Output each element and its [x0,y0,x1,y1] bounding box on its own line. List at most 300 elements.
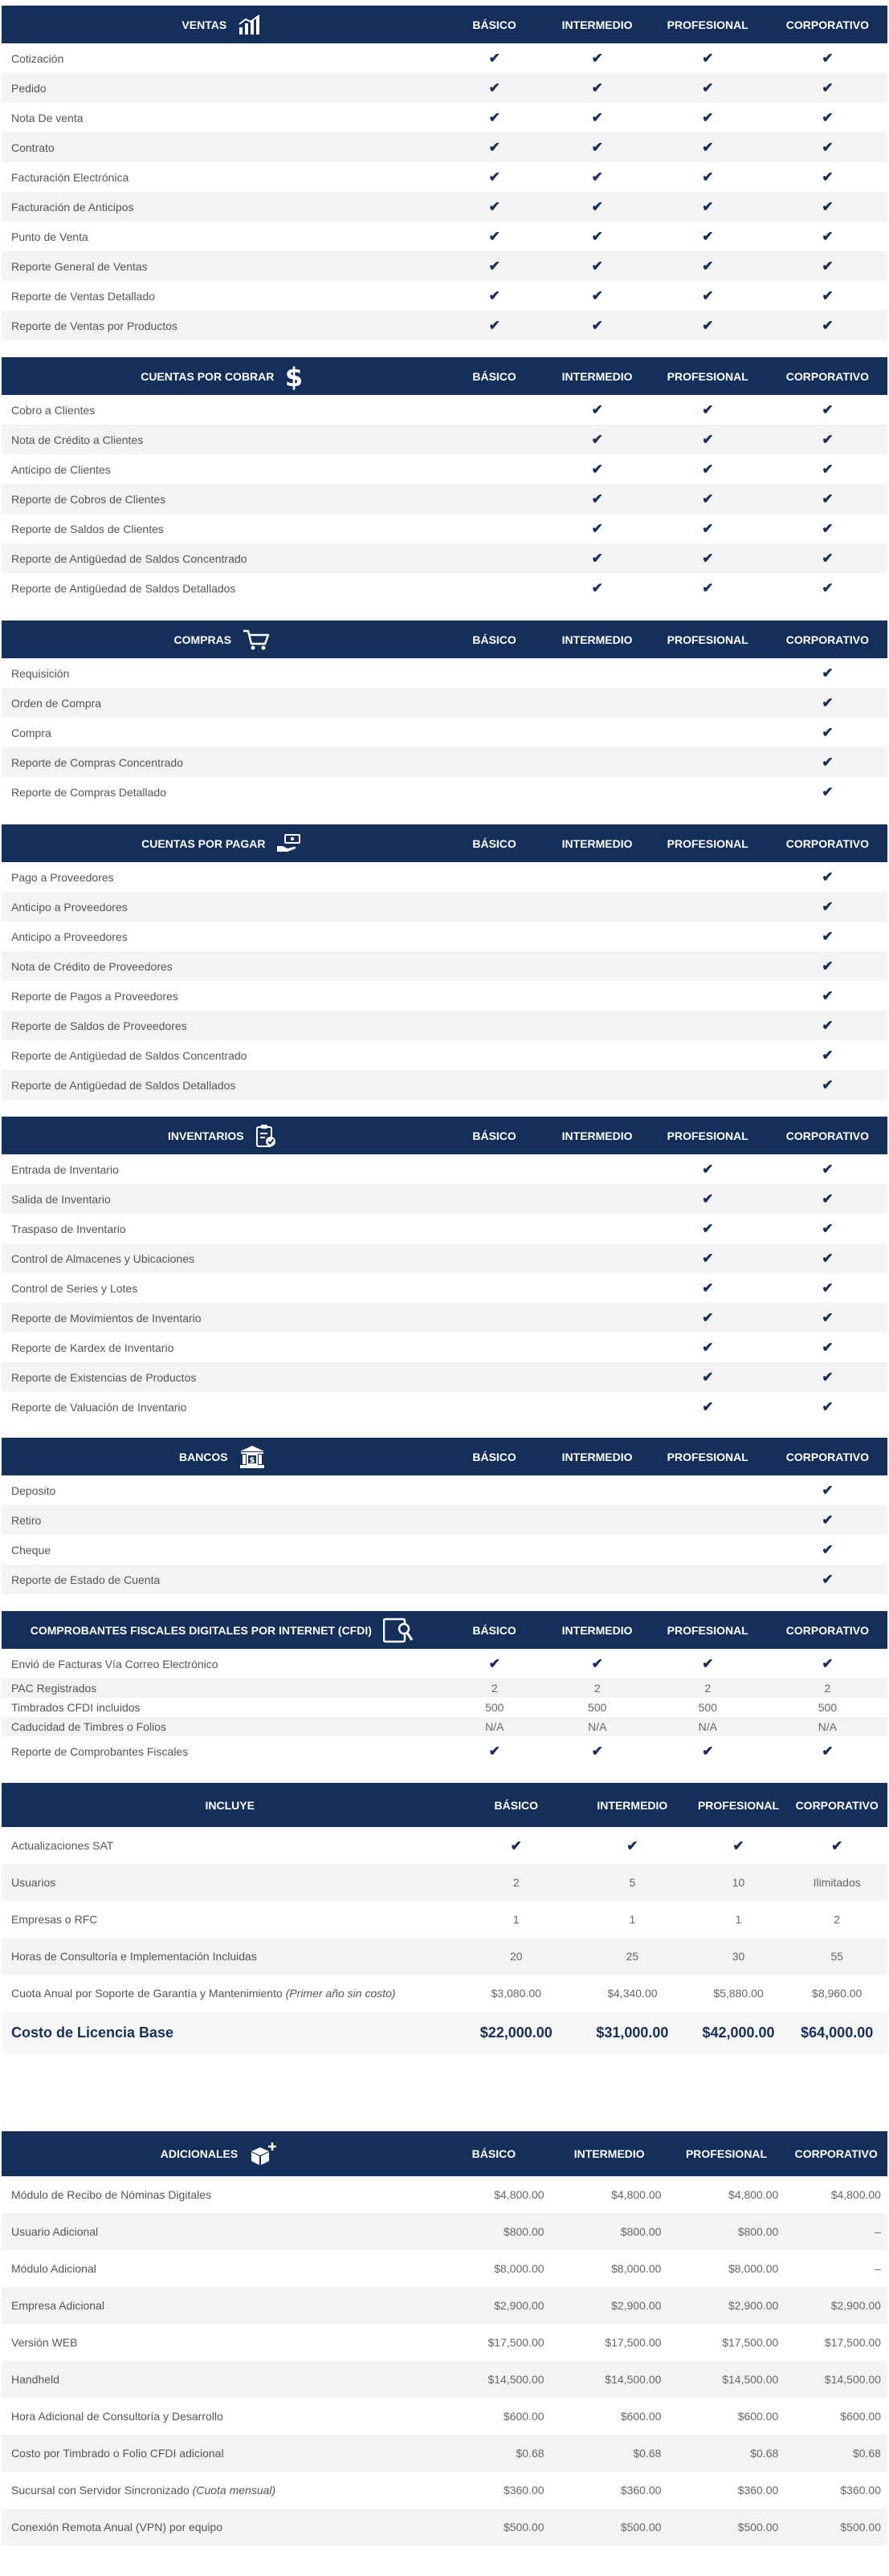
feature-row [2,688,887,718]
checkmark-icon: ✔ [822,551,834,566]
checkmark-icon: ✔ [822,521,834,536]
checkmark-icon: ✔ [702,1310,714,1325]
plan-cell-3 [768,259,887,273]
checkmark-icon: ✔ [591,51,603,66]
plan-cell-0: 2 [512,1876,520,1889]
section-adicionales-title-cell [2,2142,437,2166]
checkmark-icon: ✔ [822,1656,834,1671]
section-adicionales [2,2131,887,2545]
plan-cell-3 [768,989,887,1003]
feature-label: Contrato [11,140,55,154]
plan-header-2: PROFESIONAL [667,633,748,646]
feature-row [2,1273,887,1303]
addon-price-0: $500.00 [503,2521,544,2533]
feature-row [2,222,887,251]
plan-cell-2 [648,1370,768,1384]
plan-cell-2 [648,140,768,154]
feature-row [2,1392,887,1422]
plan-cell-2 [648,581,768,595]
feature-row [2,1040,887,1070]
feature-row [2,718,887,747]
section-cxc-header [2,357,887,395]
checkmark-icon: ✔ [822,1251,834,1266]
plan-cell-1 [547,289,648,303]
plan-cell-3 [768,666,887,680]
feature-row [2,1505,887,1535]
checkmark-icon: ✔ [702,318,714,333]
feature-row [2,1717,887,1736]
checkmark-icon: ✔ [822,80,834,96]
plan-cell-3 [768,1192,887,1206]
addon-price-0: $600.00 [503,2410,544,2423]
plan-cell-3 [768,1657,887,1671]
checkmark-icon: ✔ [488,199,500,214]
feature-label: Reporte de Compras Detallado [11,785,166,799]
feature-label: Orden de Compra [11,696,102,710]
feature-row [2,73,887,103]
plan-cell-2 [648,522,768,535]
plan-cell-2 [648,1400,768,1414]
feature-label: Reporte de Movimientos de Inventario [11,1311,202,1325]
plan-cell-1 [547,492,648,506]
checkmark-icon: ✔ [822,110,834,125]
plan-cell-3: 2 [834,1913,841,1926]
include-label: Actualizaciones SAT [11,1839,114,1852]
plan-cell-3 [768,81,887,95]
plan-cell-0: $3,080.00 [491,1987,541,2000]
plan-cell-1 [547,51,648,65]
addon-row [2,2509,887,2545]
section-incluye-header [2,1783,887,1827]
plan-cell-1 [547,230,648,243]
checkmark-icon: ✔ [822,462,834,477]
addon-price-1: $800.00 [620,2225,662,2238]
checkmark-icon: ✔ [591,110,603,125]
plan-header-1: INTERMEDIO [561,1450,633,1463]
plan-cell-3 [768,140,887,154]
checkmark-icon: ✔ [591,551,603,566]
section-adicionales-title: ADICIONALES [160,2147,239,2160]
addon-row [2,2472,887,2509]
plan-cell-2 [648,462,768,476]
section-cxp-title: CUENTAS POR PAGAR [141,836,266,850]
plan-header-0: BÁSICO [472,1450,516,1463]
addon-row [2,2250,887,2287]
feature-row [2,777,887,807]
addon-price-3: $0.68 [852,2447,881,2460]
plan-cell-2 [648,1341,768,1354]
checkmark-icon: ✔ [702,199,714,214]
feature-row [2,1333,887,1362]
plan-cell-2 [648,433,768,446]
feature-label: Reporte de Antigüedad de Saldos Concentrado [11,1048,247,1062]
plan-cell-2: N/A [698,1720,717,1733]
addon-price-1: $0.68 [633,2447,662,2460]
checkmark-icon: ✔ [488,229,500,244]
feature-row [2,1184,887,1214]
feature-label: Reporte de Saldos de Proveedores [11,1019,187,1032]
feature-row [2,43,887,73]
section-ventas-title: VENTAS [181,18,227,31]
addon-price-3: $14,500.00 [824,2373,881,2386]
plan-cell-0 [442,81,547,95]
feature-label: Anticipo de Clientes [11,462,111,476]
feature-label: Reporte de Saldos de Clientes [11,522,164,535]
include-note: (Primer año sin costo) [285,1987,396,2000]
addon-price-2: $500.00 [737,2521,779,2533]
plan-cell-1 [547,1744,648,1758]
plan-header-0: BÁSICO [472,836,516,850]
plan-cell-2 [648,1657,768,1671]
feature-label: Caducidad de Timbres o Folios [11,1720,166,1733]
section-compras [2,621,887,807]
plan-cell-0 [442,51,547,65]
addon-label-cell [2,2188,437,2201]
bank-icon [239,1445,265,1469]
plan-cell-3 [768,1222,887,1235]
plan-cell-1: 25 [626,1950,639,1963]
feature-label: Traspaso de Inventario [11,1222,126,1235]
plan-cell-3 [786,1839,887,1853]
feature-label: Salida de Inventario [11,1192,111,1206]
feature-row [2,162,887,192]
feature-label: Reporte de Cobros de Clientes [11,492,166,506]
plan-header-1: INTERMEDIO [573,2147,645,2160]
checkmark-icon: ✔ [822,1744,834,1759]
plan-cell-1 [547,433,648,446]
section-bancos-title-cell [2,1445,442,1469]
plan-cell-1 [574,1839,691,1853]
feature-label: Reporte de Valuación de Inventario [11,1400,187,1414]
section-cfdi-title: COMPROBANTES FISCALES DIGITALES POR INTERNET (CFDI) [30,1623,372,1637]
plan-cell-3 [768,492,887,506]
plan-header-0: BÁSICO [472,633,516,646]
section-cfdi-rows [2,1649,887,1766]
section-bancos [2,1438,887,1594]
plan-cell-2: 30 [732,1950,745,1963]
addon-price-2: $8,000.00 [728,2262,779,2275]
checkmark-icon: ✔ [702,1251,714,1266]
plan-cell-3 [768,230,887,243]
addon-price-3: $500.00 [840,2521,881,2533]
section-cfdi-header [2,1611,887,1649]
addon-label: Usuario Adicional [11,2225,99,2238]
plan-header-1: INTERMEDIO [561,633,633,646]
include-label-cell [2,1913,458,1926]
feature-label: Retiro [11,1513,42,1527]
addon-price-3: $4,800.00 [830,2188,881,2201]
addon-price-0: $8,000.00 [494,2262,544,2275]
addon-row [2,2435,887,2472]
addon-price-1: $2,900.00 [611,2299,662,2312]
plan-cell-1 [547,581,648,595]
plan-header-0: BÁSICO [472,18,516,31]
plan-cell-1: 1 [629,1913,636,1926]
plan-cell-3: 2 [824,1682,831,1695]
plan-cell-0 [442,140,547,154]
addon-label: Versión WEB [11,2336,78,2349]
addon-price-3: – [875,2262,881,2275]
feature-label: Pago a Proveedores [11,870,114,884]
plan-cell-3 [768,1281,887,1295]
plan-cell-2: 10 [732,1876,745,1889]
plan-header-3: CORPORATIVO [785,836,869,850]
checkmark-icon: ✔ [702,258,714,274]
addon-price-3: $360.00 [840,2484,881,2497]
plan-header-3: CORPORATIVO [785,369,869,383]
license-cost-0: $22,000.00 [479,2024,553,2041]
feature-label: Nota De venta [11,111,84,124]
section-compras-title: COMPRAS [173,633,232,646]
plan-cell-3 [768,930,887,943]
plan-cell-2 [648,1281,768,1295]
plan-cell-3 [768,900,887,914]
plan-cell-1 [547,319,648,332]
addon-price-1: $4,800.00 [611,2188,662,2201]
addon-price-2: $360.00 [737,2484,779,2497]
plan-cell-3 [768,522,887,535]
feature-row [2,103,887,132]
checkmark-icon: ✔ [822,695,834,710]
checkmark-icon: ✔ [591,318,603,333]
addon-price-1: $8,000.00 [611,2262,662,2275]
section-inventarios-title-cell [2,1124,442,1148]
cart-icon [243,629,270,651]
section-adicionales-header [2,2131,887,2176]
addon-price-0: $17,500.00 [487,2336,544,2349]
addon-label-cell [2,2336,437,2349]
feature-row [2,132,887,162]
plan-cell-1 [547,111,648,124]
plan-cell-3: Ilimitados [813,1876,861,1889]
checkmark-icon: ✔ [488,80,500,96]
plan-cell-3 [768,319,887,332]
plan-cell-2 [648,1251,768,1265]
section-bancos-header [2,1438,887,1475]
plan-header-0: BÁSICO [472,369,516,383]
plan-cell-2 [648,170,768,184]
license-cost-1: $31,000.00 [596,2024,669,2041]
checkmark-icon: ✔ [702,1399,714,1414]
section-inventarios-header [2,1117,887,1154]
plan-cell-3 [768,581,887,595]
plan-cell-1 [547,403,648,417]
plan-cell-0 [442,1657,547,1671]
section-ventas-header [2,6,887,43]
feature-label: Reporte de Ventas Detallado [11,289,156,303]
feature-row [2,281,887,311]
addon-price-1: $17,500.00 [605,2336,662,2349]
feature-row [2,1475,887,1505]
plan-cell-1 [547,140,648,154]
feature-row [2,862,887,892]
feature-label: Deposito [11,1483,56,1497]
plan-cell-2 [648,492,768,506]
plan-header-0: BÁSICO [494,1798,538,1812]
checkmark-icon: ✔ [822,899,834,914]
checkmark-icon: ✔ [822,665,834,681]
plan-header-0: BÁSICO [471,2147,516,2160]
checkmark-icon: ✔ [702,551,714,566]
addon-label-cell [2,2484,437,2497]
section-cxc-title-cell [2,363,442,390]
addon-row [2,2361,887,2398]
plan-cell-1 [547,1657,648,1671]
checkmark-icon: ✔ [591,169,603,185]
section-cxp [2,824,887,1100]
feature-row [2,1535,887,1565]
plan-cell-0: N/A [485,1720,504,1733]
plan-cell-2 [648,1192,768,1206]
section-incluye-title-cell [2,1799,458,1812]
addon-label: Conexión Remota Anual (VPN) por equipo [11,2521,223,2533]
boxes-add-icon [249,2142,278,2166]
feature-row [2,1154,887,1184]
section-compras-title-cell [2,629,442,651]
plan-cell-1 [547,81,648,95]
checkmark-icon: ✔ [591,432,603,447]
checkmark-icon: ✔ [591,288,603,303]
checkmark-icon: ✔ [702,1191,714,1207]
plan-cell-2 [648,81,768,95]
checkmark-icon: ✔ [591,80,603,96]
checkmark-icon: ✔ [488,169,500,185]
plan-header-3: CORPORATIVO [785,1129,869,1142]
checkmark-icon: ✔ [488,258,500,274]
feature-label: PAC Registrados [11,1682,97,1695]
addon-price-1: $500.00 [620,2521,662,2533]
hand-payment-icon [276,833,302,854]
checkmark-icon: ✔ [822,988,834,1003]
checkmark-icon: ✔ [822,432,834,447]
checkmark-icon: ✔ [488,110,500,125]
checkmark-icon: ✔ [822,1162,834,1177]
addon-price-0: $0.68 [516,2447,544,2460]
include-label: Usuarios [11,1876,56,1889]
plan-header-3: CORPORATIVO [795,1798,879,1812]
checkmark-icon: ✔ [822,169,834,185]
feature-label: Reporte de Estado de Cuenta [11,1573,161,1586]
addon-note: (Cuota mensual) [192,2484,276,2497]
feature-label: Reporte de Comprobantes Fiscales [11,1744,189,1758]
plan-header-1: INTERMEDIO [561,836,633,850]
section-compras-rows [2,658,887,807]
checkmark-icon: ✔ [822,1340,834,1355]
include-label: Empresas o RFC [11,1913,98,1926]
section-cxp-header [2,824,887,862]
plan-cell-2 [648,230,768,243]
plan-cell-3 [768,1311,887,1325]
addon-label: Hora Adicional de Consultoría y Desarrollo [11,2410,223,2423]
addon-price-3: $600.00 [840,2410,881,2423]
feature-row [2,573,887,603]
addon-price-2: $2,900.00 [728,2299,779,2312]
section-ventas [2,6,887,340]
addon-row [2,2287,887,2324]
checkmark-icon: ✔ [822,1512,834,1528]
checkmark-icon: ✔ [732,1837,744,1854]
section-cfdi-title-cell [2,1618,442,1643]
checkmark-icon: ✔ [702,580,714,596]
checkmark-icon: ✔ [488,318,500,333]
section-ventas-rows [2,43,887,340]
feature-row [2,922,887,951]
plan-header-0: BÁSICO [472,1129,516,1142]
plan-cell-0 [442,170,547,184]
include-label-cell [2,1987,458,2000]
checkmark-icon: ✔ [702,521,714,536]
plan-cell-3 [768,1078,887,1092]
plan-cell-2: $5,880.00 [713,1987,764,2000]
svg-text:$: $ [285,362,304,390]
document-search-icon [383,1618,414,1643]
checkmark-icon: ✔ [591,462,603,477]
addon-price-0: $2,900.00 [494,2299,544,2312]
checkmark-icon: ✔ [510,1837,522,1854]
plan-cell-3: 55 [830,1950,843,1963]
plan-cell-3 [768,433,887,446]
feature-row [2,484,887,514]
checkmark-icon: ✔ [591,491,603,507]
feature-row [2,1070,887,1100]
include-label: Horas de Consultoría e Implementación Incluidas [11,1950,257,1963]
plan-cell-3 [768,870,887,884]
checkmark-icon: ✔ [822,869,834,885]
checkmark-icon: ✔ [702,229,714,244]
plan-header-2: PROFESIONAL [667,1129,748,1142]
addon-price-0: $360.00 [503,2484,544,2497]
feature-label: Compra [11,726,51,739]
checkmark-icon: ✔ [702,169,714,185]
addon-price-2: $0.68 [750,2447,779,2460]
checkmark-icon: ✔ [591,1656,603,1671]
feature-label: Cheque [11,1543,51,1557]
addon-row [2,2324,887,2361]
checkmark-icon: ✔ [591,229,603,244]
plan-cell-0 [442,289,547,303]
plan-cell-0: 2 [491,1682,498,1695]
checkmark-icon: ✔ [591,140,603,155]
checkmark-icon: ✔ [822,318,834,333]
dollar-icon [285,363,303,390]
addon-row [2,2213,887,2250]
checkmark-icon: ✔ [822,288,834,303]
plan-cell-1 [547,170,648,184]
section-bancos-rows [2,1475,887,1594]
clipboard-check-icon [255,1124,276,1148]
plan-cell-3 [768,200,887,214]
include-row [2,1864,887,1901]
feature-label: Facturación Electrónica [11,170,129,184]
checkmark-icon: ✔ [822,1399,834,1414]
plan-cell-1 [547,462,648,476]
svg-text:$: $ [249,1455,255,1465]
feature-label: Nota de Crédito a Clientes [11,433,144,446]
feature-label: Reporte de Kardex de Inventario [11,1341,174,1354]
plan-cell-2: 1 [735,1913,742,1926]
feature-row [2,1736,887,1766]
feature-label: Anticipo a Proveedores [11,900,128,914]
plan-header-1: INTERMEDIO [561,369,633,383]
addon-label: Costo por Timbrado o Folio CFDI adicional [11,2447,224,2460]
section-incluye [2,1783,887,2053]
plan-cell-3 [768,1162,887,1176]
feature-label: Punto de Venta [11,230,88,243]
addon-price-3: $17,500.00 [824,2336,881,2349]
plan-header-2: PROFESIONAL [667,18,748,31]
addon-label: Empresa Adicional [11,2299,104,2312]
checkmark-icon: ✔ [702,432,714,447]
